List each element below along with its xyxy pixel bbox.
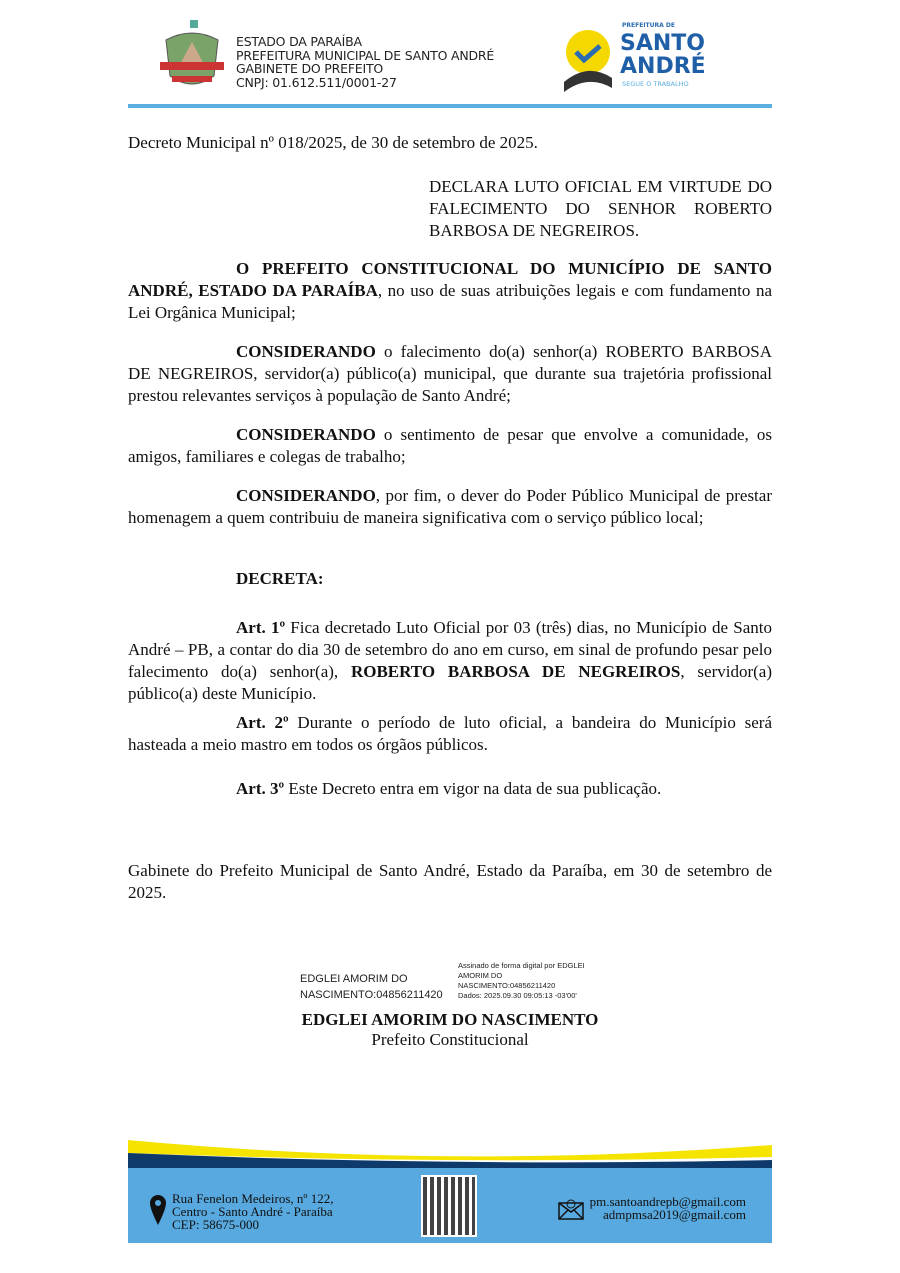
header-state: ESTADO DA PARAÍBA [236, 34, 362, 49]
location-pin-icon [150, 1195, 166, 1225]
decree-title: Decreto Municipal nº 018/2025, de 30 de setembro de 2025. [128, 133, 538, 152]
preamble-text: , no uso de suas atribuições legais e com fundamento na Lei Orgânica Municipal; [128, 281, 772, 322]
article-text: Fica decretado Luto Oficial por 03 (três) dias, no Município de Santo André – PB, a contar do dia 30 de setembro do ano em curso, em sinal de profundo pesar pelo falecimento do(a) senhor(a), [128, 618, 772, 681]
article-label: Art. 2º [236, 713, 289, 732]
address-line: Centro - Santo André - Paraíba [172, 1204, 333, 1219]
decreta-heading [128, 568, 772, 590]
header-gabinete: GABINETE DO PREFEITO [236, 61, 384, 76]
signer-line-2: NASCIMENTO:04856211420 [300, 989, 443, 1001]
signer-role: Prefeito Constitucional [371, 1030, 529, 1049]
considerando-text: , por fim, o dever do Poder Público Municipal de prestar homenagem a quem contribuiu de maneira significativa com o serviço público local; [128, 486, 772, 527]
article-text-end: , servidor(a) público(a) deste Município. [128, 662, 772, 703]
footer [128, 1135, 772, 1243]
sig-detail: NASCIMENTO:04856211420 [458, 981, 556, 990]
sig-detail: Dados: 2025.09.30 09:05:13 -03'00' [458, 991, 577, 1000]
signer-name: EDGLEI AMORIM DO NASCIMENTO [301, 1010, 599, 1029]
article-text: Durante o período de luto oficial, a bandeira do Município será hasteada a meio mastro em todos os órgãos públicos. [128, 713, 772, 754]
considerando-2 [128, 424, 772, 468]
qr-code [421, 1175, 477, 1237]
footer-address [172, 1192, 333, 1231]
considerando-text: o falecimento do(a) senhor(a) ROBERTO BARBOSA DE NEGREIROS, servidor(a) público(a) municipal, que durante sua trajetória profissional prestou relevantes serviços à população de Santo André; [128, 342, 772, 405]
logo-name-1: SANTO [620, 31, 705, 56]
considerando-1 [128, 341, 772, 407]
closing-text: Gabinete do Prefeito Municipal de Santo André, Estado da Paraíba, em 30 de setembro de 2025. [128, 861, 772, 902]
header-text [236, 35, 494, 89]
considerando-text: o sentimento de pesar que envolve a comunidade, os amigos, familiares e colegas de trabalho; [128, 425, 772, 466]
header-prefeitura: PREFEITURA MUNICIPAL DE SANTO ANDRÉ [236, 47, 495, 63]
logo-name-2: ANDRÉ [620, 54, 706, 79]
header-divider [128, 104, 772, 108]
sig-detail: Assinado de forma digital por EDGLEI [458, 961, 585, 970]
article-text: Este Decreto entra em vigor na data de sua publicação. [284, 779, 662, 798]
address-line: CEP: 58675-000 [172, 1217, 260, 1232]
email-link[interactable]: admpmsa2019@gmail.com [602, 1207, 746, 1222]
header-cnpj: CNPJ: 01.612.511/0001-27 [236, 74, 397, 90]
footer-emails [590, 1195, 746, 1221]
logo-top: PREFEITURA DE [622, 22, 675, 29]
article-3 [128, 778, 772, 800]
santo-andre-logo [558, 20, 728, 96]
article-1 [128, 617, 772, 705]
article-bold-name: ROBERTO BARBOSA DE NEGREIROS [350, 662, 681, 681]
email-link[interactable]: pm.santoandrepb@gmail.com [589, 1194, 746, 1209]
article-label: Art. 1º [236, 618, 286, 637]
ementa: DECLARA LUTO OFICIAL EM VIRTUDE DO FALECIMENTO DO SENHOR ROBERTO BARBOSA DE NEGREIROS. [429, 177, 772, 240]
considerando-3 [128, 485, 772, 529]
preamble-bold: O PREFEITO CONSTITUCIONAL DO MUNICÍPIO DE SANTO ANDRÉ, ESTADO DA PARAÍBA [128, 259, 772, 300]
logo-slogan: SEGUE O TRABALHO [622, 80, 689, 88]
sig-detail: AMORIM DO [458, 971, 503, 980]
preamble [128, 258, 772, 324]
considerando-label: CONSIDERANDO [236, 486, 376, 505]
decreta-label: DECRETA: [236, 569, 324, 588]
logo-name [620, 32, 706, 78]
article-label: Art. 3º [236, 779, 285, 798]
signer-line-1: EDGLEI AMORIM DO [300, 973, 408, 985]
address-line: Rua Fenelon Medeiros, nº 122, [172, 1191, 334, 1206]
article-2 [128, 712, 772, 756]
considerando-label: CONSIDERANDO [236, 425, 376, 444]
considerando-label: CONSIDERANDO [236, 342, 376, 361]
email-icon [558, 1198, 584, 1220]
crest-logo [158, 18, 226, 94]
